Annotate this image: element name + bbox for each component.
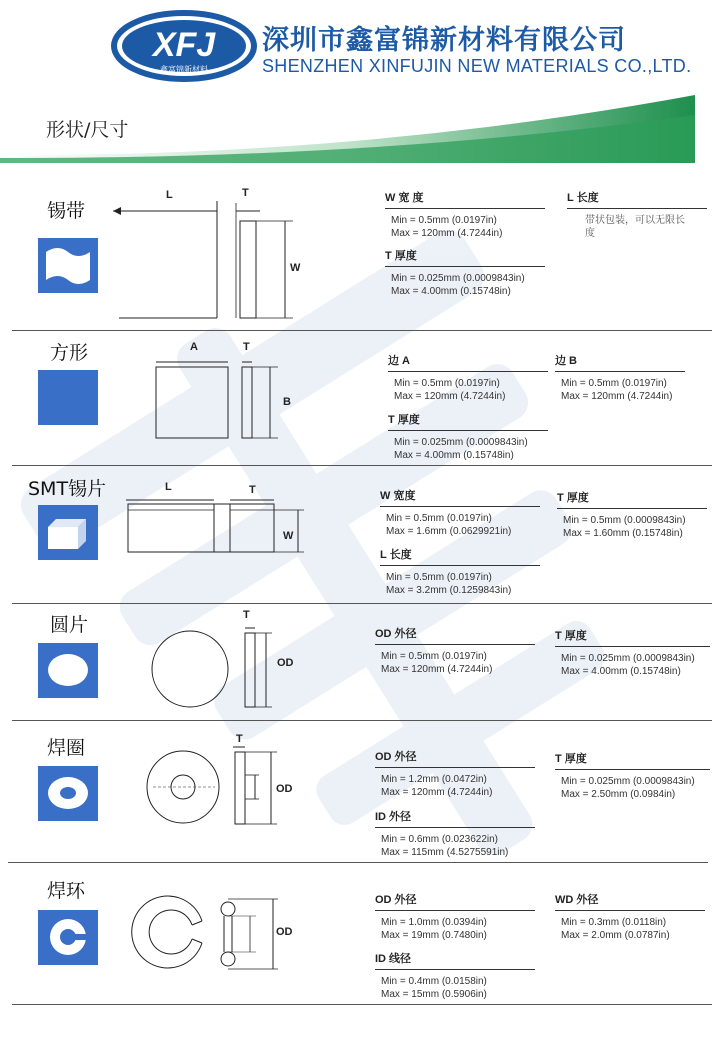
spec-head: L 长度 [380, 546, 540, 566]
washer-icon [38, 766, 98, 821]
split-ring-icon [38, 910, 98, 965]
logo-text: XFJ [152, 26, 216, 64]
spec-max: Max = 120mm (4.7244in) [394, 391, 506, 402]
dim-label-w: W [290, 262, 301, 274]
spec-head: L 长度 [567, 189, 707, 209]
spec-max: Max = 120mm (4.7244in) [381, 787, 493, 798]
page-title: 形状/尺寸 [46, 119, 129, 141]
spec-head: OD 外径 [375, 625, 535, 645]
spec-head: T 厚度 [388, 411, 548, 431]
spec-head: T 厚度 [555, 750, 710, 770]
section-title: 焊环 [47, 880, 86, 902]
spec-min: Min = 0.025mm (0.0009843in) [561, 776, 695, 787]
spec-head: T 厚度 [385, 247, 545, 267]
spec-max: Max = 4.00mm (0.15748in) [391, 286, 511, 297]
spec-min: Min = 0.5mm (0.0197in) [391, 215, 497, 226]
spec-max: Max = 3.2mm (0.1259843in) [386, 585, 512, 596]
spec-min: Min = 0.4mm (0.0158in) [381, 976, 487, 987]
spec-min: Min = 0.5mm (0.0009843in) [563, 515, 686, 526]
dim-label-l: L [165, 481, 172, 493]
company-name-en: SHENZHEN XINFUJIN NEW MATERIALS CO.,LTD. [262, 56, 692, 76]
dim-label-t: T [243, 341, 250, 353]
spec-min: Min = 0.5mm (0.0197in) [381, 651, 487, 662]
spec-head: OD 外径 [375, 891, 535, 911]
section-title: 方形 [50, 342, 89, 364]
section-title: 锡带 [47, 200, 86, 222]
spec-max: Max = 4.00mm (0.15748in) [394, 450, 514, 461]
spec-max: Max = 120mm (4.7244in) [381, 664, 493, 675]
spec-thickness [385, 247, 545, 298]
spec-outer-diameter [375, 891, 535, 942]
spec-max: Max = 120mm (4.7244in) [391, 228, 503, 239]
spec-min: Min = 0.025mm (0.0009843in) [561, 653, 695, 664]
spec-min: Min = 1.0mm (0.0394in) [381, 917, 487, 928]
spec-inner-diameter [375, 950, 535, 1001]
square-diagram [150, 350, 290, 445]
spec-width [380, 487, 540, 538]
spec-thickness [388, 411, 548, 462]
dim-label-t: T [242, 187, 249, 199]
section-divider [8, 862, 708, 863]
section-title: SMT锡片 [28, 478, 107, 500]
spec-min: Min = 0.5mm (0.0197in) [394, 378, 500, 389]
spec-max: Max = 2.50mm (0.0984in) [561, 789, 676, 800]
disc-diagram [150, 625, 280, 715]
spec-head: OD 外径 [375, 748, 535, 768]
spec-min: Min = 1.2mm (0.0472in) [381, 774, 487, 785]
spec-max: Max = 1.6mm (0.0629921in) [386, 526, 512, 537]
spec-length [380, 546, 540, 597]
spec-head: ID 外径 [375, 808, 535, 828]
spec-thickness [557, 489, 707, 540]
spec-max: Max = 2.0mm (0.0787in) [561, 930, 670, 941]
dim-label-t: T [236, 733, 243, 745]
split-ring-diagram [128, 893, 288, 975]
spec-head: 边 A [388, 352, 548, 372]
spec-width [385, 189, 545, 240]
spec-side-b [555, 352, 685, 403]
spec-length [567, 189, 707, 240]
spec-outer-diameter [375, 625, 535, 676]
dim-label-l: L [166, 189, 173, 201]
spec-min: Min = 0.5mm (0.0197in) [386, 572, 492, 583]
spec-min: Min = 0.025mm (0.0009843in) [394, 437, 528, 448]
spec-side-a [388, 352, 548, 403]
spec-note: 带状包装，可以无限长度 [585, 215, 685, 239]
dim-label-w: W [283, 530, 294, 542]
spec-min: Min = 0.5mm (0.0197in) [561, 378, 667, 389]
page-header [0, 0, 720, 90]
spec-thickness [555, 627, 710, 678]
section-divider [12, 330, 712, 331]
spec-min: Min = 0.025mm (0.0009843in) [391, 273, 525, 284]
section-divider [12, 603, 712, 604]
square-icon [38, 370, 98, 425]
section-title: 焊圈 [47, 737, 86, 759]
dim-label-a: A [190, 341, 198, 353]
dim-label-od: OD [276, 783, 293, 795]
company-name-cn: 深圳市鑫富锦新材料有限公司 [262, 25, 626, 56]
spec-head: T 厚度 [555, 627, 710, 647]
section-title: 圆片 [50, 614, 89, 636]
spec-head: 边 B [555, 352, 685, 372]
spec-head: W 宽度 [380, 487, 540, 507]
spec-max: Max = 115mm (4.5275591in) [381, 847, 509, 858]
spec-max: Max = 1.60mm (0.15748in) [563, 528, 683, 539]
spec-max: Max = 4.00mm (0.15748in) [561, 666, 681, 677]
washer-diagram [145, 745, 285, 835]
spec-outer-diameter [375, 748, 535, 799]
ribbon-diagram [105, 183, 305, 323]
spec-head: WD 外径 [555, 891, 705, 911]
company-logo [110, 10, 258, 82]
spec-inner-diameter [375, 808, 535, 859]
section-divider [12, 1004, 712, 1005]
smt-diagram [122, 490, 312, 560]
dim-label-od: OD [277, 657, 294, 669]
dim-label-od: OD [276, 926, 293, 938]
spec-head: ID 线径 [375, 950, 535, 970]
spec-min: Min = 0.3mm (0.0118in) [561, 917, 667, 928]
spec-min: Min = 0.6mm (0.023622in) [381, 834, 499, 845]
dim-label-t: T [243, 609, 250, 621]
section-divider [12, 720, 712, 721]
spec-wire-diameter [555, 891, 705, 942]
spec-thickness [555, 750, 710, 801]
dim-label-t: T [249, 484, 256, 496]
dim-label-b: B [283, 396, 291, 408]
spec-head: W 宽 度 [385, 189, 545, 209]
spec-max: Max = 15mm (0.5906in) [381, 989, 487, 1000]
spec-min: Min = 0.5mm (0.0197in) [386, 513, 492, 524]
spec-max: Max = 19mm (0.7480in) [381, 930, 487, 941]
ribbon-icon [38, 238, 98, 293]
section-divider [12, 465, 712, 466]
logo-subtext: 鑫富锦新材料 [160, 65, 208, 74]
spec-head: T 厚度 [557, 489, 707, 509]
spec-max: Max = 120mm (4.7244in) [561, 391, 673, 402]
disc-icon [38, 643, 98, 698]
cube-icon [38, 505, 98, 560]
